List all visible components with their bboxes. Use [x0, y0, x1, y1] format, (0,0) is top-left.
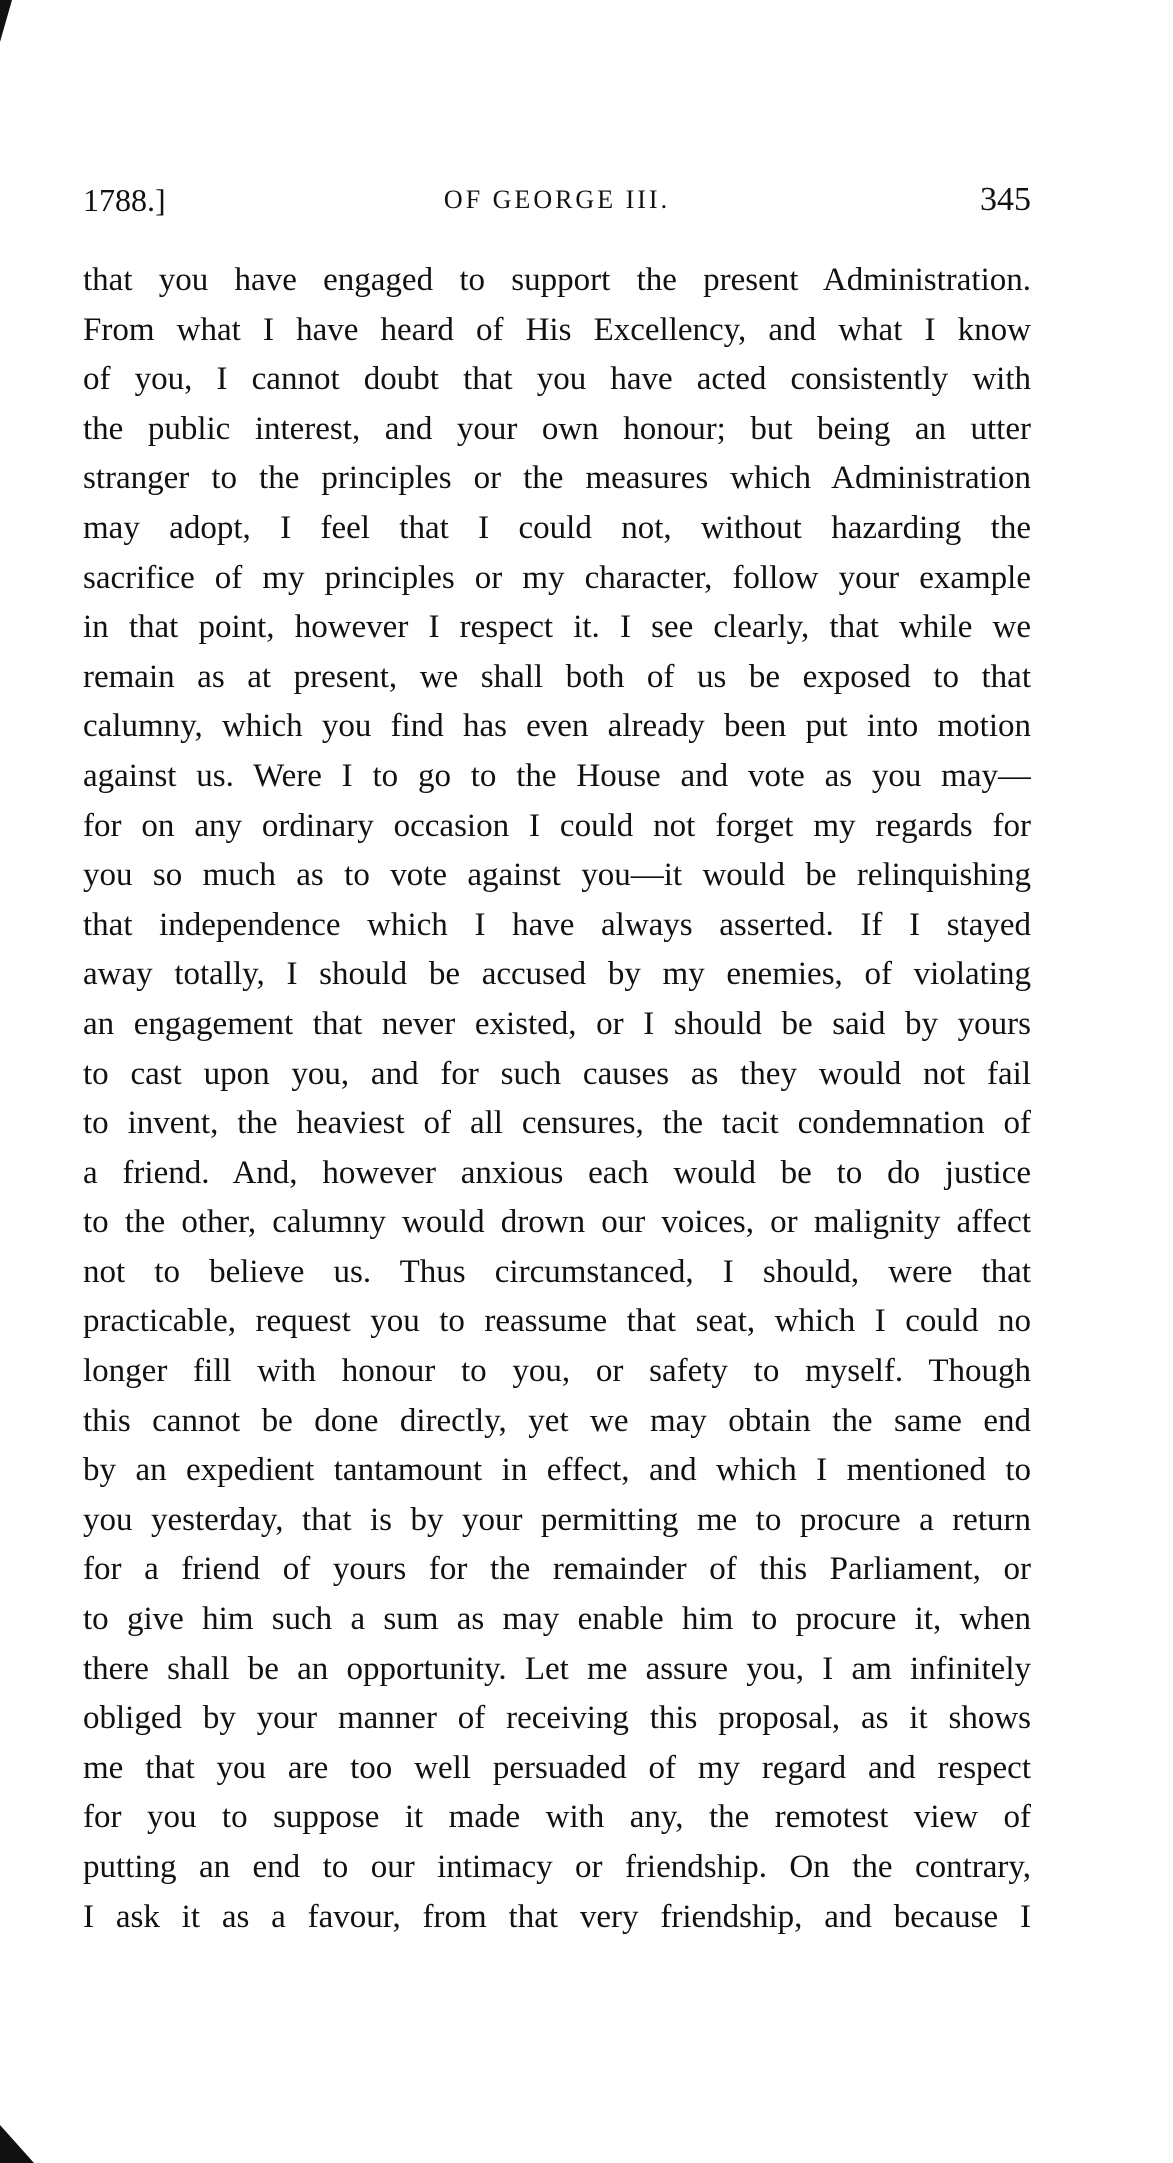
text-line: to invent, the heaviest of all censures, the tacit condemnation of — [83, 1105, 1031, 1142]
text-line: for on any ordinary occasion I could not forget my regards for — [83, 807, 1031, 844]
text-line: longer fill with honour to you, or safety to myself. Though — [83, 1353, 1031, 1390]
page-corner-mark-bottom — [0, 2125, 34, 2163]
text-line: that independence which I have always asserted. If I stayed — [83, 906, 1031, 943]
text-line: to cast upon you, and for such causes as they would not fail — [83, 1055, 1031, 1092]
text-line: this cannot be done directly, yet we may obtain the same end — [83, 1402, 1031, 1439]
text-line: practicable, request you to reassume that seat, which I could no — [83, 1303, 1031, 1340]
text-line: you yesterday, that is by your permitting me to procure a return — [83, 1501, 1031, 1538]
running-head — [83, 170, 1031, 230]
text-line: a friend. And, however anxious each would be to do justice — [83, 1154, 1031, 1191]
text-line: me that you are too well persuaded of my regard and respect — [83, 1749, 1031, 1786]
text-line: in that point, however I respect it. I see clearly, that while we — [83, 609, 1031, 646]
text-line: to the other, calumny would drown our voices, or malignity affect — [83, 1204, 1031, 1241]
text-line: there shall be an opportunity. Let me assure you, I am infinitely — [83, 1650, 1031, 1687]
text-line: that you have engaged to support the present Administration. — [83, 262, 1031, 298]
page-corner-mark-top — [0, 0, 12, 42]
text-line: to give him such a sum as may enable him to procure it, when — [83, 1601, 1031, 1638]
running-head-year: 1788.] — [83, 182, 166, 218]
text-line: not to believe us. Thus circumstanced, I should, were that — [83, 1253, 1031, 1290]
text-line: for you to suppose it made with any, the remotest view of — [83, 1799, 1031, 1836]
text-line: for a friend of yours for the remainder of this Parliament, or — [83, 1551, 1031, 1588]
text-line: an engagement that never existed, or I should be said by yours — [83, 1005, 1031, 1042]
text-line: From what I have heard of His Excellency, and what I know — [83, 311, 1031, 348]
text-line: calumny, which you find has even already been put into motion — [83, 708, 1031, 745]
text-line: stranger to the principles or the measures which Administration — [83, 460, 1031, 497]
running-head-title: OF GEORGE III. — [443, 185, 671, 214]
text-line: remain as at present, we shall both of us be exposed to that — [83, 658, 1031, 695]
text-line: you so much as to vote against you—it would be relinquishing — [83, 857, 1031, 894]
text-line: I ask it as a favour, from that very friendship, and because I — [83, 1898, 1031, 1935]
text-line: sacrifice of my principles or my character, follow your example — [83, 559, 1031, 596]
text-line: away totally, I should be accused by my enemies, of violating — [83, 956, 1031, 993]
body-text — [83, 256, 1031, 1942]
text-line: the public interest, and your own honour; but being an utter — [83, 410, 1031, 447]
text-line: by an expedient tantamount in effect, and which I mentioned to — [83, 1452, 1031, 1489]
text-line: obliged by your manner of receiving this proposal, as it shows — [83, 1700, 1031, 1737]
text-line: against us. Were I to go to the House and vote as you may— — [83, 757, 1031, 794]
page-number: 345 — [980, 181, 1031, 218]
text-line: of you, I cannot doubt that you have acted consistently with — [83, 361, 1031, 398]
text-line: putting an end to our intimacy or friendship. On the contrary, — [83, 1849, 1031, 1885]
text-line: may adopt, I feel that I could not, without hazarding the — [83, 509, 1031, 546]
